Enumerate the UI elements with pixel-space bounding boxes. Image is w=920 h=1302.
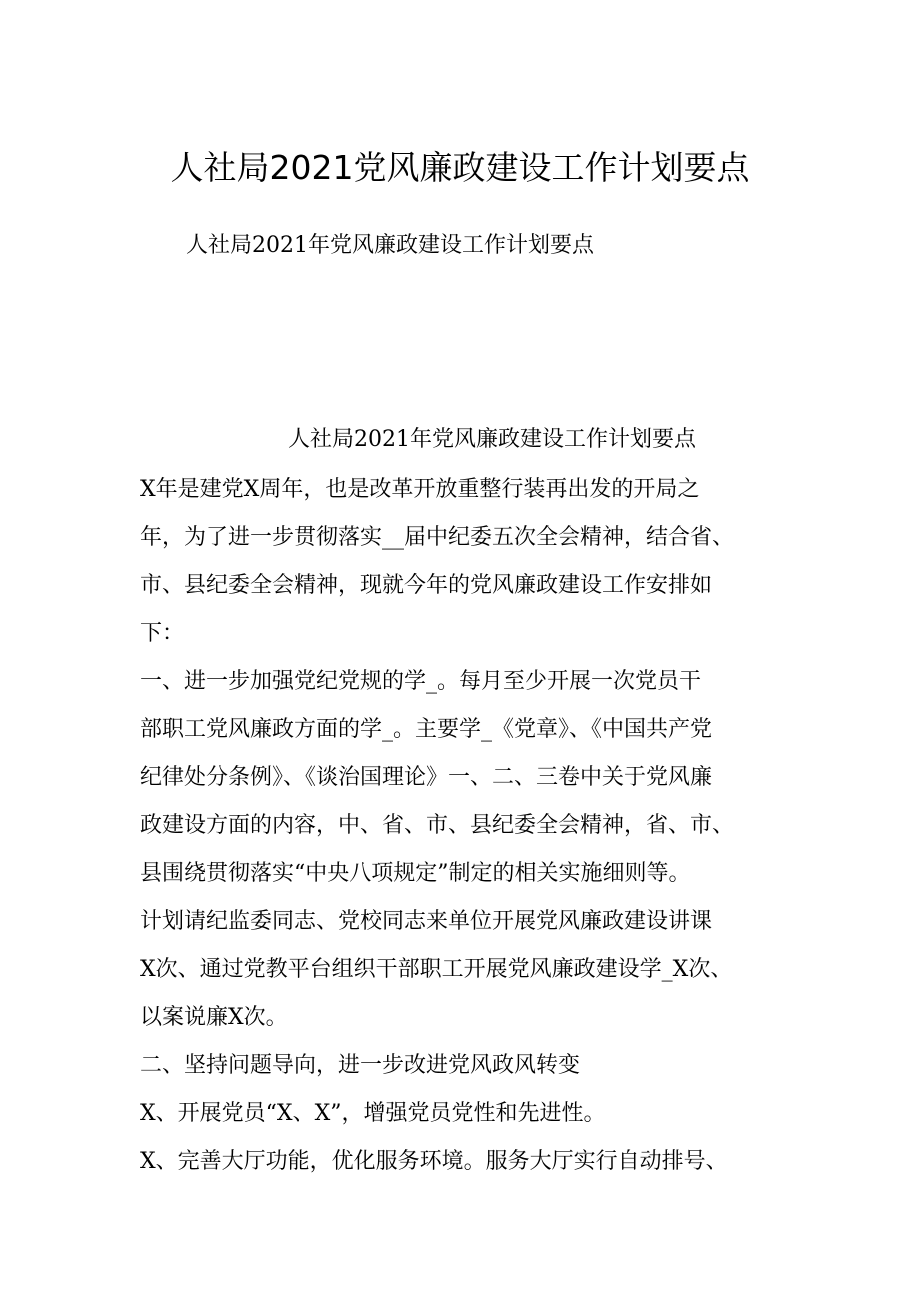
text-line: 部职工党风廉政方面的学_。主要学_《党章》、《中国共产党	[140, 717, 713, 742]
text-line: X、完善大厅功能，优化服务环境。服务大厅实行自动排号、	[140, 1149, 728, 1174]
text-line: 下：	[140, 621, 185, 646]
text-line: 县围绕贯彻落实“中央八项规定”制定的相关实施细则等。	[140, 861, 691, 886]
text-line: 一、进一步加强党纪党规的学_。每月至少开展一次党员干	[140, 669, 702, 694]
text-line: X次、通过党教平台组织干部职工开展党风廉政建设学_X次、	[140, 957, 733, 982]
text-line: 年，为了进一步贯彻落实__届中纪委五次全会精神，结合省、	[140, 525, 735, 550]
text-line: 政建设方面的内容，中、省、市、县纪委全会精神，省、市、	[140, 813, 735, 838]
document-subtitle: 人社局2021年党风廉政建设工作计划要点	[186, 233, 594, 258]
text-line: 纪律处分条例》、《谈治国理论》一、二、三卷中关于党风廉	[140, 765, 713, 790]
text-line: 二、坚持问题导向，进一步改进党风政风转变	[140, 1053, 581, 1078]
text-line: X、开展党员“X、X”，增强党员党性和先进性。	[140, 1101, 606, 1126]
text-line: 市、县纪委全会精神，现就今年的党风廉政建设工作安排如	[140, 573, 713, 598]
text-line: X年是建党X周年，也是改革开放重整行装再出发的开局之	[140, 477, 700, 502]
section-heading: 人社局2021年党风廉政建设工作计划要点	[288, 427, 696, 452]
document-title: 人社局2021党风廉政建设工作计划要点	[170, 148, 750, 187]
text-line: 计划请纪监委同志、党校同志来单位开展党风廉政建设讲课	[140, 909, 713, 934]
body-text	[140, 466, 800, 1186]
text-line: 以案说廉X次。	[140, 1005, 288, 1030]
